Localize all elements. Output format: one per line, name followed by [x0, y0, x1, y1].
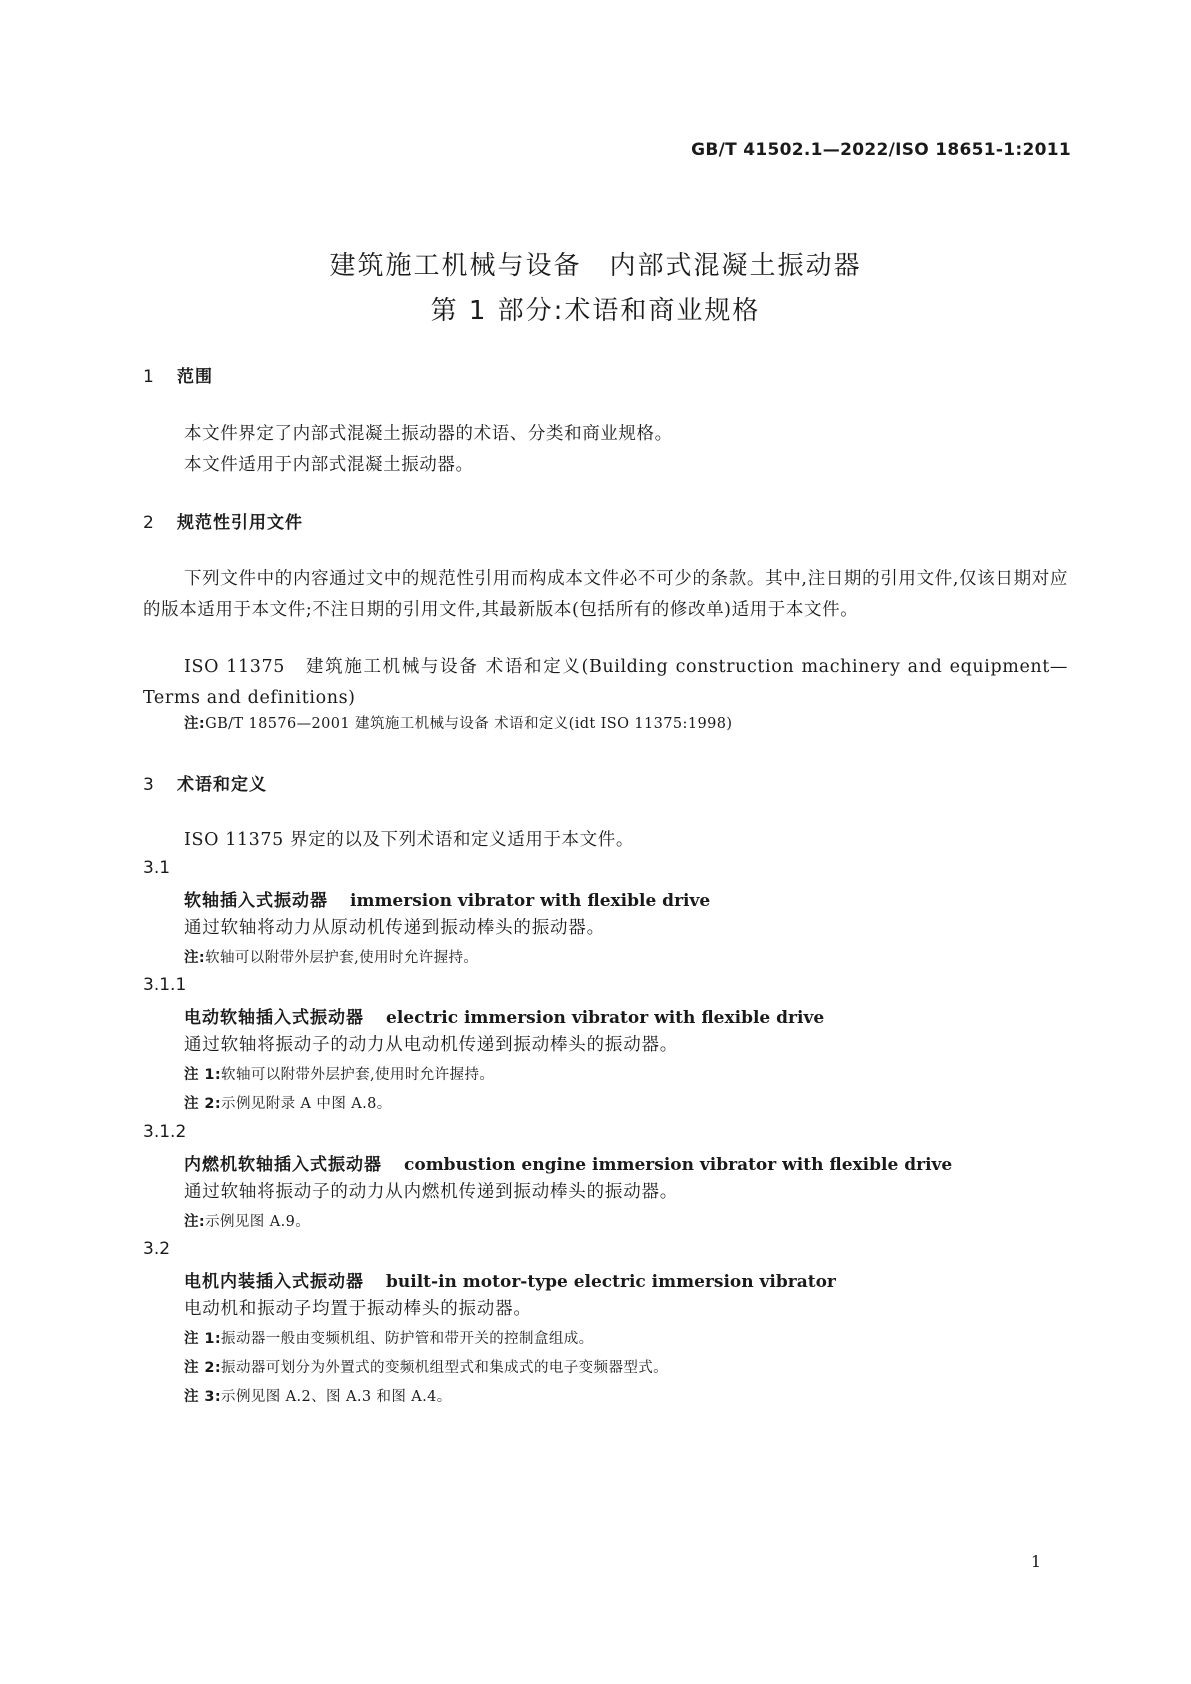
term-entry — [184, 886, 710, 911]
term-entry — [184, 1003, 824, 1028]
title-part-a: 建筑施工机械与设备 — [329, 251, 582, 281]
note-label: 注 2: — [184, 1096, 222, 1112]
term-en: combustion engine immersion vibrator with flexible drive — [404, 1155, 953, 1175]
title-part-b: 内部式混凝土振动器 — [609, 251, 862, 281]
note-text: 示例见图 A.2、图 A.3 和图 A.4。 — [221, 1389, 452, 1405]
term-en: electric immersion vibrator with flexible drive — [386, 1008, 825, 1028]
section-3-intro: ISO 11375 界定的以及下列术语和定义适用于本文件。 — [184, 830, 634, 850]
note-text: 示例见图 A.9。 — [205, 1214, 311, 1230]
section-title: 规范性引用文件 — [177, 513, 303, 533]
note-text: 振动器一般由变频机组、防护管和带开关的控制盒组成。 — [221, 1331, 594, 1347]
term-zh: 电动软轴插入式振动器 — [184, 1008, 364, 1028]
section-number: 1 — [143, 367, 155, 387]
section-number: 3 — [143, 775, 155, 795]
note-label: 注: — [184, 716, 206, 732]
note-label: 注 1: — [184, 1331, 222, 1347]
term-note — [184, 1327, 594, 1348]
term-note — [184, 1356, 668, 1377]
note-label: 注: — [184, 1214, 206, 1230]
section-2-para-1: 下列文件中的内容通过文中的规范性引用而构成本文件必不可少的条款。其中,注日期的引用文件,仅该日期对应的版本适用于本文件;不注日期的引用文件,其最新版本(包括所有的修改单)适用于本文件。 — [143, 569, 1068, 620]
normative-reference — [143, 652, 1068, 714]
term-note — [184, 1092, 392, 1113]
section-1-para-1: 本文件界定了内部式混凝土振动器的术语、分类和商业规格。 — [184, 424, 673, 444]
term-number: 3.1.2 — [143, 1122, 187, 1142]
note-text: 软轴可以附带外层护套,使用时允许握持。 — [205, 950, 479, 966]
note-text: GB/T 18576—2001 建筑施工机械与设备 术语和定义(idt ISO 11375:1998) — [205, 716, 733, 732]
term-definition: 通过软轴将振动子的动力从电动机传递到振动棒头的振动器。 — [184, 1035, 679, 1055]
term-note — [184, 946, 478, 967]
term-entry — [184, 1150, 952, 1175]
section-title: 术语和定义 — [177, 775, 267, 795]
note-text: 示例见附录 A 中图 A.8。 — [221, 1096, 392, 1112]
document-title-line-1 — [0, 245, 1191, 282]
note-text: 软轴可以附带外层护套,使用时允许握持。 — [221, 1067, 495, 1083]
term-note — [184, 1210, 310, 1231]
term-note — [184, 1385, 452, 1406]
reference-code: ISO 11375 — [184, 657, 285, 677]
note-label: 注: — [184, 950, 206, 966]
term-en: immersion vibrator with flexible drive — [350, 891, 711, 911]
section-2-note — [184, 712, 732, 733]
term-note — [184, 1063, 494, 1084]
section-1-para-2: 本文件适用于内部式混凝土振动器。 — [184, 455, 474, 475]
term-en: built-in motor-type electric immersion vibrator — [386, 1272, 836, 1292]
term-zh: 电机内装插入式振动器 — [184, 1272, 364, 1292]
term-entry — [184, 1267, 836, 1292]
section-number: 2 — [143, 513, 155, 533]
standard-code: GB/T 41502.1—2022/ISO 18651-1:2011 — [691, 140, 1071, 160]
term-number: 3.1 — [143, 858, 171, 878]
note-label: 注 2: — [184, 1360, 222, 1376]
document-title-line-2: 第 1 部分:术语和商业规格 — [430, 296, 761, 326]
term-zh: 内燃机软轴插入式振动器 — [184, 1155, 382, 1175]
term-definition: 通过软轴将动力从原动机传递到振动棒头的振动器。 — [184, 918, 605, 938]
term-definition: 通过软轴将振动子的动力从内燃机传递到振动棒头的振动器。 — [184, 1182, 679, 1202]
section-3-heading — [143, 770, 267, 795]
section-2-heading — [143, 508, 303, 533]
term-number: 3.1.1 — [143, 975, 187, 995]
reference-title: 建筑施工机械与设备 术语和定义(Building construction machinery and equipment—Terms and definitions) — [143, 657, 1068, 708]
section-1-heading — [143, 362, 213, 387]
page-number: 1 — [1030, 1552, 1041, 1571]
note-label: 注 1: — [184, 1067, 222, 1083]
term-definition: 电动机和振动子均置于振动棒头的振动器。 — [184, 1299, 532, 1319]
term-zh: 软轴插入式振动器 — [184, 891, 328, 911]
section-title: 范围 — [177, 367, 213, 387]
term-number: 3.2 — [143, 1239, 171, 1259]
note-label: 注 3: — [184, 1389, 222, 1405]
note-text: 振动器可划分为外置式的变频机组型式和集成式的电子变频器型式。 — [221, 1360, 669, 1376]
